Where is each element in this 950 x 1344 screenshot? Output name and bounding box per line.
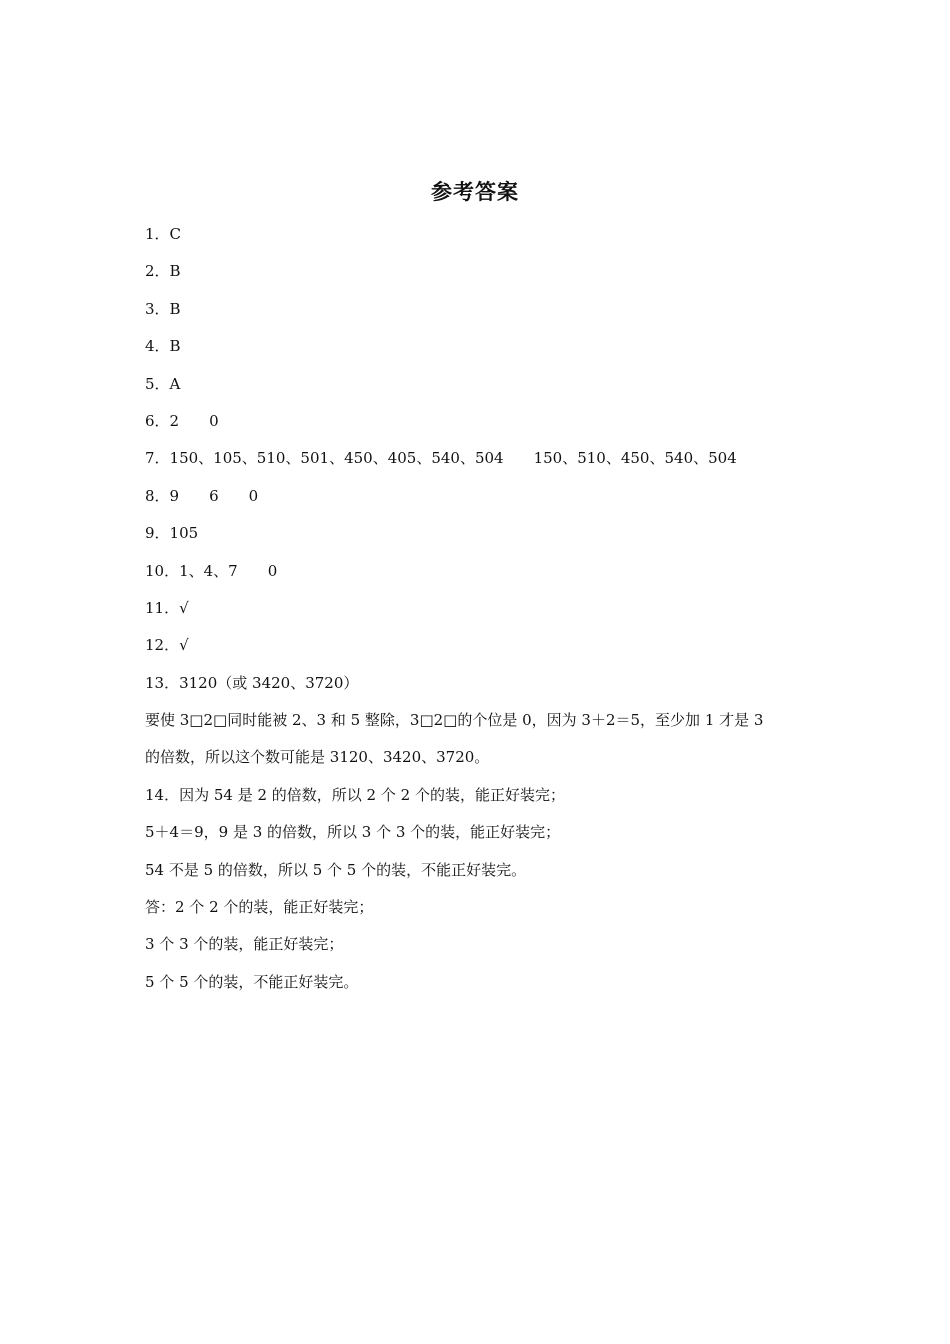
page-title: 参考答案	[431, 180, 519, 204]
answer-14-step-3: 54 不是 5 的倍数，所以 5 个 5 个的装，不能正好装完。	[145, 860, 527, 879]
answer-line-14: 14．因为 54 是 2 的倍数，所以 2 个 2 个的装，能正好装完；	[145, 785, 565, 804]
answer-line-4: 4．B	[145, 337, 181, 356]
answer-list	[145, 222, 825, 1007]
answer-line-9: 9．105	[145, 524, 199, 543]
answer-line-8: 8．9 6 0	[145, 486, 259, 505]
answer-line-7: 7．150、105、510、501、450、405、540、504 150、510、450、540、504	[145, 449, 737, 468]
answer-13-explanation-1: 要使 3□2□同时能被 2、3 和 5 整除，3□2□的个位是 0，因为 3＋2＝5，至少加 1 才是 3	[145, 711, 764, 730]
answer-line-2: 2．B	[145, 262, 181, 281]
answer-line-10: 10．1、4、7 0	[145, 561, 278, 580]
answer-13-explanation-2: 的倍数，所以这个数可能是 3120、3420、3720。	[145, 748, 490, 767]
answer-14-conclusion-2: 3 个 3 个的装，能正好装完；	[145, 935, 344, 954]
answer-line-13: 13．3120（或 3420、3720）	[145, 673, 359, 692]
answer-14-conclusion-1: 答：2 个 2 个的装，能正好装完；	[145, 898, 374, 917]
answer-line-3: 3．B	[145, 299, 181, 318]
answer-line-11: 11．√	[145, 598, 189, 617]
answer-line-6: 6．2 0	[145, 411, 219, 430]
answer-line-1: 1．C	[145, 225, 182, 243]
answer-14-step-2: 5＋4＝9，9 是 3 的倍数，所以 3 个 3 个的装，能正好装完；	[145, 823, 561, 842]
answer-line-12: 12．√	[145, 636, 189, 655]
answer-line-5: 5．A	[145, 374, 181, 393]
answer-14-conclusion-3: 5 个 5 个的装，不能正好装完。	[145, 972, 359, 991]
